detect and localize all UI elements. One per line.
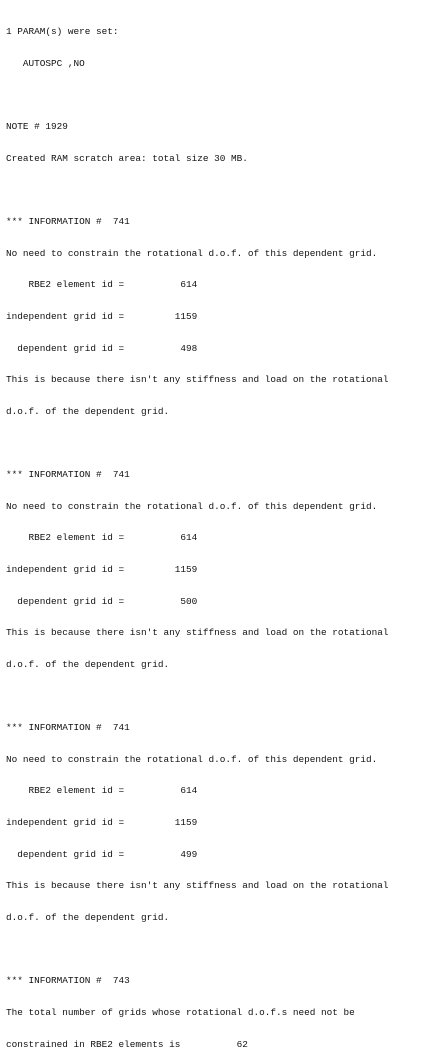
log-line: No need to constrain the rotational d.o.f. of this dependent grid. <box>6 500 378 512</box>
log-line: AUTOSPC ,NO <box>6 57 85 69</box>
log-line: dependent grid id = 500 <box>6 595 198 607</box>
log-line: No need to constrain the rotational d.o.f. of this dependent grid. <box>6 247 378 259</box>
log-line: This is because there isn't any stiffness and load on the rotational <box>6 880 389 892</box>
log-line: independent grid id = 1159 <box>6 817 198 829</box>
log-line: RBE2 element id = 614 <box>6 532 198 544</box>
log-line: RBE2 element id = 614 <box>6 279 198 291</box>
log-line: *** INFORMATION # 741 <box>6 215 130 227</box>
log-line: No need to constrain the rotational d.o.f. of this dependent grid. <box>6 753 378 765</box>
log-line: constrained in RBE2 elements is 62 <box>6 1038 248 1050</box>
log-line: independent grid id = 1159 <box>6 310 198 322</box>
log-line <box>6 185 432 196</box>
log-line <box>6 438 432 449</box>
log-line: Created RAM scratch area: total size 30 MB. <box>6 152 248 164</box>
log-line: dependent grid id = 498 <box>6 342 198 354</box>
log-line: The total number of grids whose rotational d.o.f.s need not be <box>6 1006 355 1018</box>
log-line: This is because there isn't any stiffness and load on the rotational <box>6 374 389 386</box>
log-line <box>6 90 432 101</box>
log-line: *** INFORMATION # 741 <box>6 469 130 481</box>
log-line <box>6 692 432 703</box>
log-line: RBE2 element id = 614 <box>6 785 198 797</box>
log-line: *** INFORMATION # 743 <box>6 975 130 987</box>
log-line: This is because there isn't any stiffness and load on the rotational <box>6 627 389 639</box>
log-line: d.o.f. of the dependent grid. <box>6 405 170 417</box>
solver-log-output <box>6 6 432 1061</box>
log-line <box>6 945 432 956</box>
log-line: independent grid id = 1159 <box>6 563 198 575</box>
log-line: dependent grid id = 499 <box>6 848 198 860</box>
log-line: *** INFORMATION # 741 <box>6 722 130 734</box>
log-line: NOTE # 1929 <box>6 121 68 133</box>
log-line: 1 PARAM(s) were set: <box>6 26 119 38</box>
log-line: d.o.f. of the dependent grid. <box>6 912 170 924</box>
log-line: d.o.f. of the dependent grid. <box>6 658 170 670</box>
